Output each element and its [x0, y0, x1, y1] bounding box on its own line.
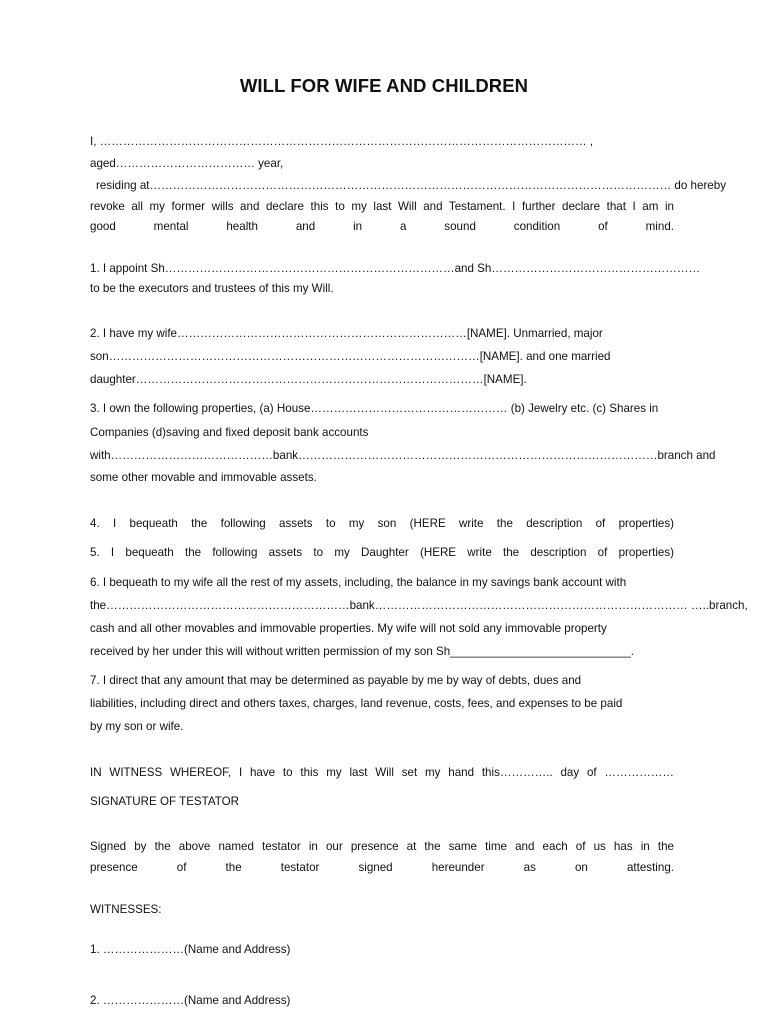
daughter-bequest-line: 5. I bequeath the following assets to my Daughter (HERE write the description of properties)	[90, 546, 674, 559]
residence-line: residing at……………………………………………………………………………………………………………………… do hereby	[96, 179, 726, 192]
revocation-line: revoke all my former wills and declare this to my last Will and Testament. I further declare that I am in	[90, 200, 674, 213]
debts-line-2: liabilities, including direct and others taxes, charges, land revenue, costs, fees, and expenses to be paid	[90, 697, 623, 710]
wife-bequest-line-3: cash and all other movables and immovable properties. My wife will not sold any immovable property	[90, 622, 607, 635]
properties-line-2: Companies (d)saving and fixed deposit bank accounts	[90, 426, 369, 439]
family-line-1: 2. I have my wife…………………………………………………………………[NAME]. Unmarried, major	[90, 327, 603, 340]
family-line-3: daughter………………………………………………………………………………[NAME].	[90, 373, 527, 386]
testator-age-line: aged……………………………… year,	[90, 157, 284, 170]
wife-bequest-line-1: 6. I bequeath to my wife all the rest of my assets, including, the balance in my savings bank account with	[90, 576, 627, 589]
properties-line-3: with……………………………………bank…………………………………………………………………………………branch and	[90, 449, 716, 462]
attestation-line-2: presence of the testator signed hereunder as on attesting.	[90, 861, 674, 874]
witness-1-line: 1. …………………(Name and Address)	[90, 943, 291, 956]
witness-2-line: 2. …………………(Name and Address)	[90, 994, 291, 1007]
properties-line-1: 3. I own the following properties, (a) House…………………………………………… (b) Jewelry etc. (c) Shares in	[90, 402, 659, 415]
properties-line-4: some other movable and immovable assets.	[90, 471, 317, 484]
debts-line-1: 7. I direct that any amount that may be determined as payable by me by way of debts, dues and	[90, 674, 582, 687]
debts-line-3: by my son or wife.	[90, 720, 184, 733]
family-line-2: son……………………………………………………………………………………[NAME]. and one married	[90, 350, 611, 363]
testator-name-line: I, ……………………………………………………………………………………………………………… ,	[90, 135, 594, 148]
wife-bequest-line-4: received by her under this will without written permission of my son Sh____________________________.	[90, 645, 634, 658]
document-title: WILL FOR WIFE AND CHILDREN	[239, 75, 529, 96]
wife-bequest-line-2: the………………………………………………………bank……………………………………………………………………… …..branch,	[90, 599, 748, 612]
attestation-line-1: Signed by the above named testator in our presence at the same time and each of us has in the	[90, 840, 674, 853]
witnesses-heading: WITNESSES:	[90, 903, 162, 916]
son-bequest-line: 4. I bequeath the following assets to my son (HERE write the description of properties)	[90, 517, 674, 530]
mental-health-line: good mental health and in a sound condition of mind.	[90, 220, 674, 233]
executors-line-2: to be the executors and trustees of this my Will.	[90, 282, 334, 295]
signature-of-testator: SIGNATURE OF TESTATOR	[90, 795, 240, 808]
witness-whereof-line: IN WITNESS WHEREOF, I have to this my last Will set my hand this………….. day of ………………	[90, 766, 674, 779]
executors-line-1: 1. I appoint Sh…………………………………………………………………and Sh………………………………………………	[90, 262, 701, 275]
